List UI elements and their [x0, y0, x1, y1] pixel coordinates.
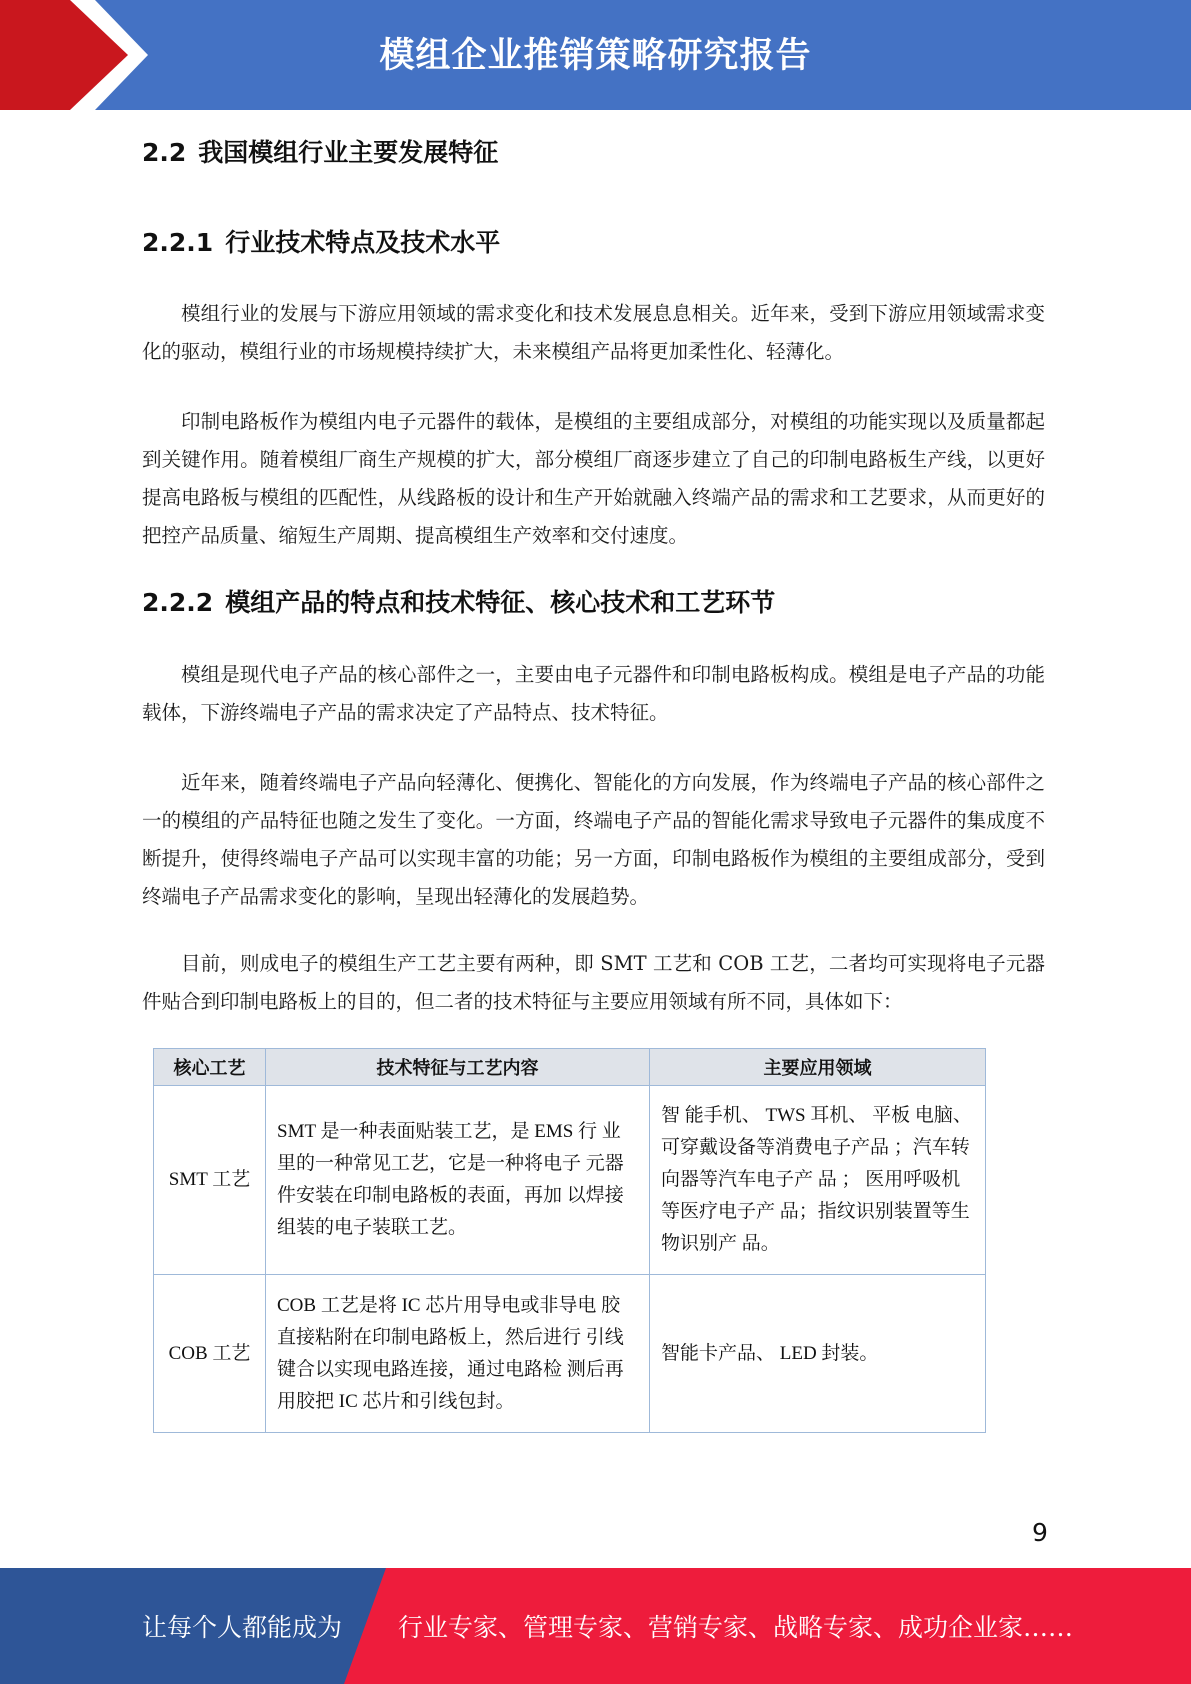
- section-number: 2.2: [142, 138, 187, 167]
- column-header-features: 技术特征与工艺内容: [266, 1049, 650, 1086]
- report-title: 模组企业推销策略研究报告: [379, 36, 812, 76]
- table-row-smt: [154, 1086, 986, 1275]
- section-heading-2-2-2: [142, 583, 775, 619]
- paragraph-industry-development: 模组行业的发展与下游应用领域的需求变化和技术发展息息相关。近年来，受到下游应用领域需求变化的驱动，模组行业的市场规模持续扩大，未来模组产品将更加柔性化、轻薄化。: [142, 302, 1045, 363]
- cell-applications: 智 能手机、 TWS 耳机、 平板 电脑、可穿戴设备等消费电子产品 ；汽车转向器等汽车电子产 品 ； 医用呼吸机等医疗电子产 品；指纹识别装置等生物识别产 品。: [650, 1086, 986, 1275]
- page-number: 9: [1032, 1518, 1048, 1547]
- section-title: 我国模组行业主要发展特征: [198, 138, 499, 167]
- section-number: 2.2.1: [142, 228, 214, 257]
- cell-features: SMT 是一种表面贴装工艺，是 EMS 行 业里的一种常见工艺，它是一种将电子 元器件安装在印制电路板的表面，再加 以焊接组装的电子装联工艺。: [266, 1086, 650, 1275]
- paragraph-pcb-role: 印制电路板作为模组内电子元器件的载体，是模组的主要组成部分，对模组的功能实现以及质量都起到关键作用。随着模组厂商生产规模的扩大，部分模组厂商逐步建立了自己的印制电路板生产线，以更好提高电路板与模组的匹配性，从线路板的设计和生产开始就融入终端产品的需求和工艺要求，从而更好的把控产品质量、缩短生产周期、提高模组生产效率和交付速度。: [142, 410, 1045, 547]
- table-header-row: [154, 1049, 986, 1086]
- process-comparison-table: [153, 1048, 986, 1433]
- section-title: 行业技术特点及技术水平: [225, 228, 501, 257]
- section-heading-2-2: [142, 133, 498, 169]
- table-row-cob: [154, 1275, 986, 1433]
- cell-process: COB 工艺: [154, 1275, 266, 1433]
- footer-slogan-left: 让每个人都能成为: [142, 1613, 343, 1642]
- paragraph-product-trends: 近年来，随着终端电子产品向轻薄化、便携化、智能化的方向发展，作为终端电子产品的核心部件之一的模组的产品特征也随之发生了变化。一方面，终端电子产品的智能化需求导致电子元器件的集成度不断提升，使得终端电子产品可以实现丰富的功能；另一方面，印制电路板作为模组的主要组成部分，受到终端电子产品需求变化的影响，呈现出轻薄化的发展趋势。: [142, 771, 1045, 908]
- cell-applications: 智能卡产品、 LED 封装。: [650, 1275, 986, 1433]
- column-header-process: 核心工艺: [154, 1049, 266, 1086]
- page-header: [0, 0, 1191, 110]
- cell-process: SMT 工艺: [154, 1086, 266, 1275]
- section-title: 模组产品的特点和技术特征、核心技术和工艺环节: [225, 588, 776, 617]
- paragraph-production-processes: 目前，则成电子的模组生产工艺主要有两种，即 SMT 工艺和 COB 工艺，二者均可实现将电子元器件贴合到印制电路板上的目的，但二者的技术特征与主要应用领域有所不同，具体如下：: [142, 952, 1045, 1013]
- page-footer: [0, 1568, 1191, 1684]
- section-number: 2.2.2: [142, 588, 214, 617]
- footer-slogan-right: 行业专家、管理专家、营销专家、战略专家、成功企业家……: [398, 1613, 1074, 1642]
- cell-features: COB 工艺是将 IC 芯片用导电或非导电 胶直接粘附在印制电路板上，然后进行 引线键合以实现电路连接，通过电路检 测后再用胶把 IC 芯片和引线包封。: [266, 1275, 650, 1433]
- paragraph-module-definition: 模组是现代电子产品的核心部件之一，主要由电子元器件和印制电路板构成。模组是电子产品的功能载体，下游终端电子产品的需求决定了产品特点、技术特征。: [142, 663, 1045, 724]
- section-heading-2-2-1: [142, 223, 500, 259]
- column-header-applications: 主要应用领域: [650, 1049, 986, 1086]
